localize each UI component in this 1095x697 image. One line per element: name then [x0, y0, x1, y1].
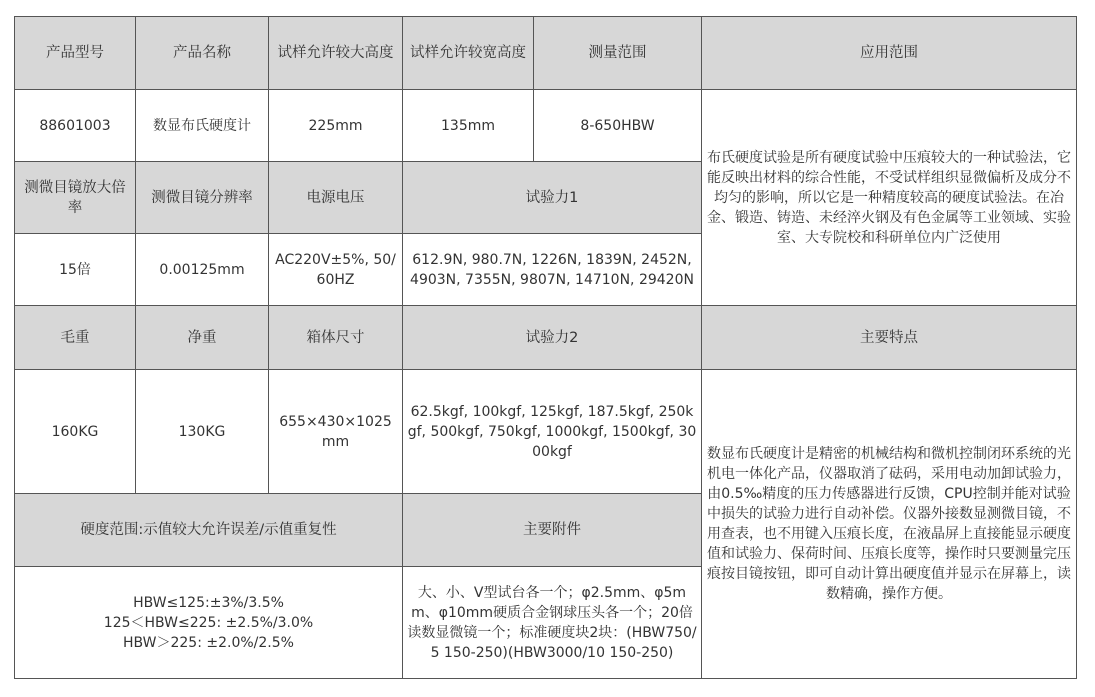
hardness-line: 125＜HBW≤225: ±2.5%/3.0% [103, 614, 314, 631]
value-measure-range: 8-650HBW [534, 90, 702, 162]
value-name: 数显布氏硬度计 [136, 90, 269, 162]
header-gross-weight: 毛重 [15, 306, 136, 370]
header-features: 主要特点 [702, 306, 1077, 370]
header-max-height: 试样允许较大高度 [269, 17, 403, 90]
value-box-size: 655×430×1025mm [269, 370, 403, 494]
value-gross-weight: 160KG [15, 370, 136, 494]
value-max-height: 225mm [269, 90, 403, 162]
header-hardness-range: 硬度范围:示值较大允许误差/示值重复性 [15, 494, 403, 567]
header-test-force-2: 试验力2 [403, 306, 702, 370]
value-accessories: 大、小、V型试台各一个；φ2.5mm、φ5mm、φ10mm硬质合金钢球压头各一个；20倍读数显微镜一个；标准硬度块2块：(HBW750/5 150-250)(HBW3000/10 150-250) [403, 567, 702, 679]
value-model: 88601003 [15, 90, 136, 162]
application-text: 布氏硬度试验是所有硬度试验中压痕较大的一种试验法，它能反映出材料的综合性能，不受试样组织显微偏析及成分不均匀的影响，所以它是一种精度较高的硬度试验法。在冶金、锻造、铸造、未经淬火钢及有色金属等工业领域、实验室、大专院校和科研单位内广泛使用 [702, 90, 1077, 306]
features-text: 数显布氏硬度计是精密的机械结构和微机控制闭环系统的光机电一体化产品，仪器取消了砝码，采用电动加卸试验力，由0.5‰精度的压力传感器进行反馈，CPU控制并能对试验中损失的试验力进行自动补偿。仪器外接数显测微目镜，不用查表，也不用键入压痕长度，在液晶屏上直接能显示硬度值和试验力、保荷时间、压痕长度等，操作时只要测量完压痕按目镜按钮，即可自动计算出硬度值并显示在屏幕上，读数精确，操作方便。 [702, 370, 1077, 679]
hardness-line: HBW≤125:±3%/3.5% [133, 594, 284, 611]
header-model: 产品型号 [15, 17, 136, 90]
header-net-weight: 净重 [136, 306, 269, 370]
value-resolution: 0.00125mm [136, 234, 269, 306]
value-net-weight: 130KG [136, 370, 269, 494]
value-hardness-range [15, 567, 403, 679]
header-max-width: 试样允许较宽高度 [403, 17, 534, 90]
header-test-force-1: 试验力1 [403, 162, 702, 234]
value-magnification: 15倍 [15, 234, 136, 306]
header-resolution: 测微目镜分辨率 [136, 162, 269, 234]
value-max-width: 135mm [403, 90, 534, 162]
value-test-force-1: 612.9N, 980.7N, 1226N, 1839N, 2452N, 4903N, 7355N, 9807N, 14710N, 29420N [403, 234, 702, 306]
hardness-line: HBW＞225: ±2.0%/2.5% [123, 634, 294, 651]
value-test-force-2: 62.5kgf, 100kgf, 125kgf, 187.5kgf, 250kgf, 500kgf, 750kgf, 1000kgf, 1500kgf, 3000kgf [403, 370, 702, 494]
spec-table [14, 16, 1077, 679]
header-application: 应用范围 [702, 17, 1077, 90]
header-magnification: 测微目镜放大倍率 [15, 162, 136, 234]
header-measure-range: 测量范围 [534, 17, 702, 90]
header-accessories: 主要附件 [403, 494, 702, 567]
header-name: 产品名称 [136, 17, 269, 90]
value-voltage: AC220V±5%, 50/60HZ [269, 234, 403, 306]
header-box-size: 箱体尺寸 [269, 306, 403, 370]
header-voltage: 电源电压 [269, 162, 403, 234]
